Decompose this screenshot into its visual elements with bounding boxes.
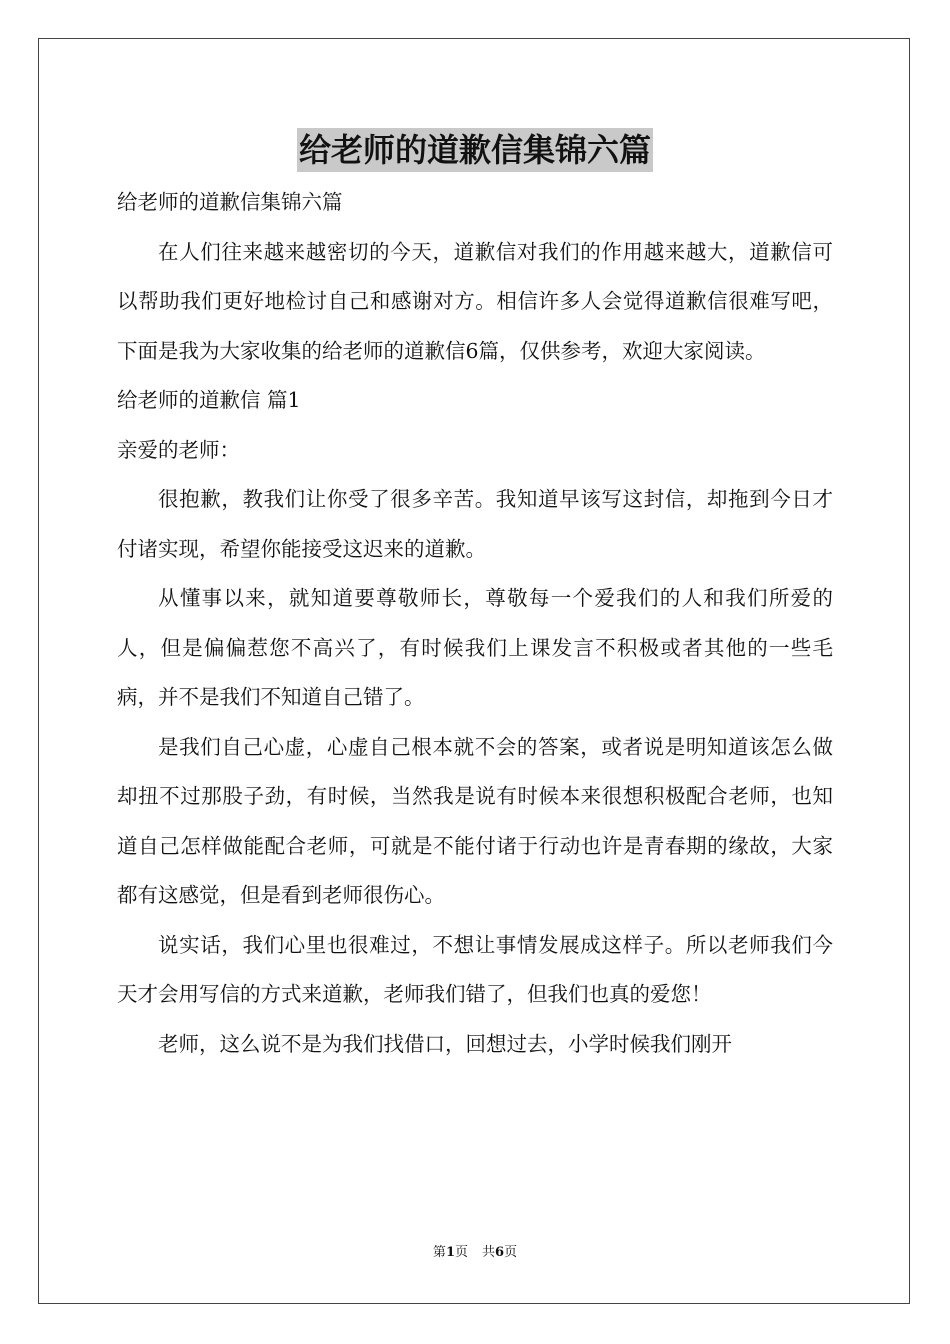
paragraph: 给老师的道歉信集锦六篇 xyxy=(117,190,343,214)
total-pages: 6 xyxy=(495,1245,505,1260)
total-prefix: 共 xyxy=(482,1245,496,1260)
paragraph: 说实话，我们心里也很难过，不想让事情发展成这样子。所以老师我们今天才会用写信的方式来道歉，老师我们错了，但我们也真的爱您！ xyxy=(117,932,833,1006)
salutation: 亲爱的老师： xyxy=(117,437,240,462)
paragraph: 从懂事以来，就知道要尊敬师长，尊敬每一个爱我们的人和我们所爱的人，但是偏偏惹您不高兴了，有时候我们上课发言不积极或者其他的一些毛病，并不是我们不知道自己错了。 xyxy=(117,586,833,709)
document-body xyxy=(117,178,833,1069)
paragraph: 是我们自己心虚，心虚自己根本就不会的答案，或者说是明知道该怎么做却扭不过那股子劲，有时候，当然我是说有时候本来很想积极配合老师，也知道自己怎样做能配合老师，可就是不能付诸于行动也许是青春期的缘故，大家都有这感觉，但是看到老师很伤心。 xyxy=(117,734,833,907)
paragraph: 在人们往来越来越密切的今天，道歉信对我们的作用越来越大，道歉信可以帮助我们更好地检讨自己和感谢对方。相信许多人会觉得道歉信很难写吧，下面是我为大家收集的给老师的道歉信6篇，仅供参考，欢迎大家阅读。 xyxy=(117,239,833,363)
document-title: 给老师的道歉信集锦六篇 xyxy=(297,128,653,172)
total-suffix: 页 xyxy=(504,1245,518,1260)
title-container xyxy=(0,128,950,172)
paragraph: 很抱歉，教我们让你受了很多辛苦。我知道早该写这封信，却拖到今日才付诸实现，希望你能接受这迟来的道歉。 xyxy=(117,487,833,561)
page-number: 1 xyxy=(445,1245,455,1260)
section-heading: 给老师的道歉信 篇1 xyxy=(117,388,301,412)
page-footer xyxy=(0,1244,950,1262)
paragraph: 老师，这么说不是为我们找借口，回想过去，小学时候我们刚开 xyxy=(158,1031,732,1056)
page-suffix: 页 xyxy=(454,1245,468,1260)
page-prefix: 第 xyxy=(432,1245,446,1260)
